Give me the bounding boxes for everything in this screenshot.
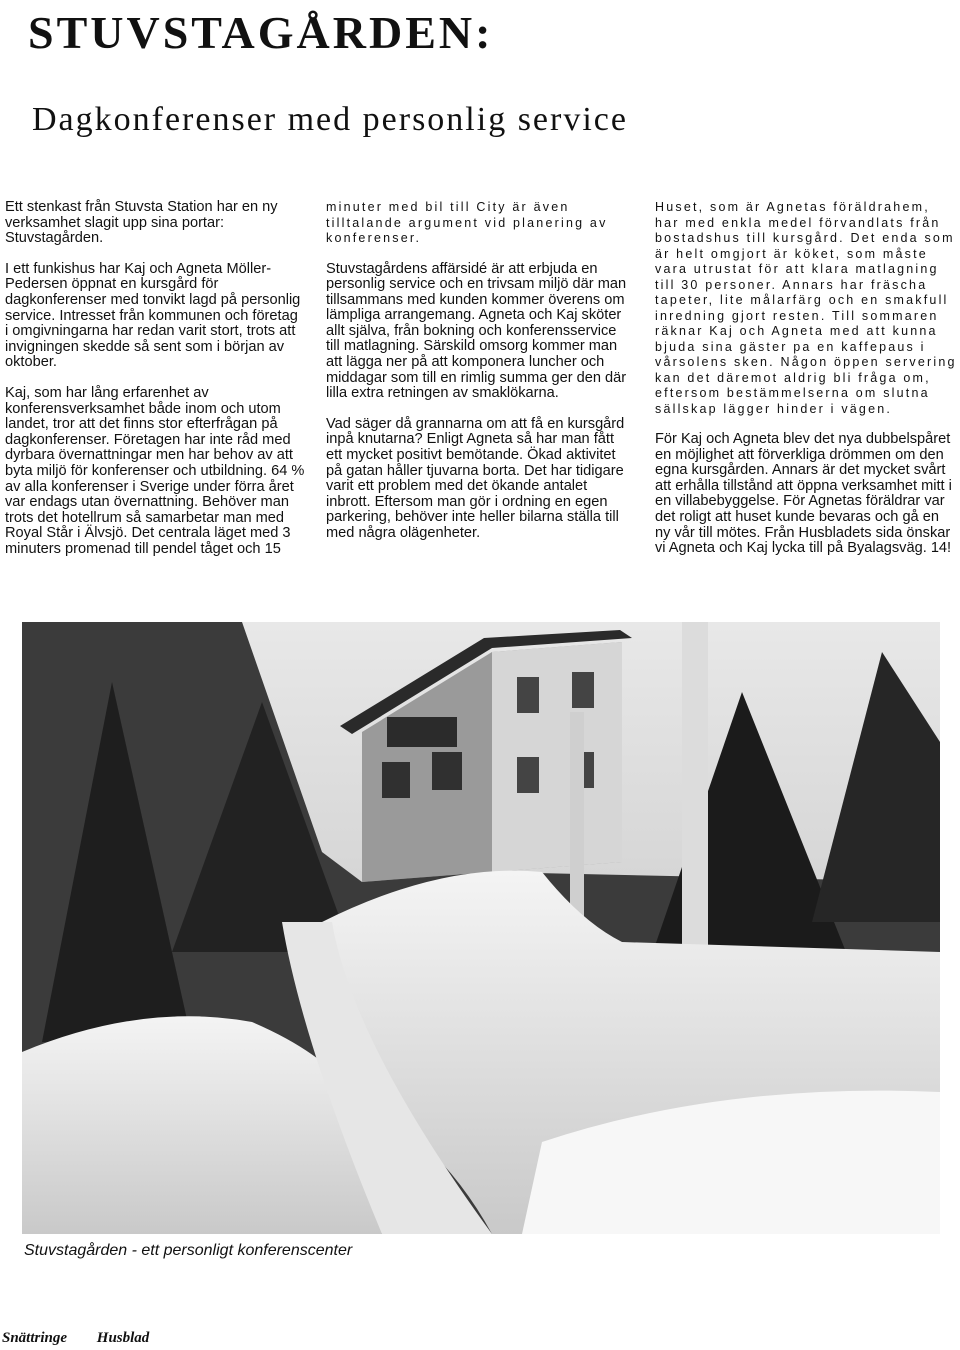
house-photo <box>22 622 940 1234</box>
paragraph: Ett stenkast från Stuvsta Station har en ny verksamhet slagit upp sina portar: Stuvstagården. <box>5 199 278 247</box>
article-column-3 <box>655 200 957 572</box>
paragraph: minuter med bil till City är även tilltalande argument vid planering av konferenser. <box>326 200 608 245</box>
page-subtitle: Dagkonferenser med personlig service <box>32 101 628 138</box>
paragraph: Huset, som är Agnetas föräldrahem, har med enkla medel förvandlats från bostadshus till kursgård. Det enda som är helt omgjort är köket, som måste vara utrustat för att klara matlagning till 30 personer. Annars har fräscha tapeter, lite målarfärg och en smakfull inredning gjort resten. Till sommaren räknar Kaj och Agneta med att kunna bjuda sina gäster pa en kaffepaus i vårsolens sken. Någon öppen servering kan det däremot aldrig bli fråga om, eftersom bestämmelserna om slutna sällskap lägger hinder i vägen. <box>655 200 957 416</box>
paragraph: Kaj, som har lång erfarenhet av konferensverksamhet både inom och utom landet, tror att det finns stor efterfrågan på dagkonferenser. Företagen har inte råd med dyrbara övernattningar men har behov av att byta miljö för konferenser och utbildning. 64 % av alla konferenser i Sverige under förra året var endags utan övernattning. Behöver man trots det hotellrum så samarbetar man med Royal Står i Älvsjö. Det centrala läget med 3 minuters promenad till pendel tåget och 15 <box>5 384 305 557</box>
birch-trunk <box>570 712 584 932</box>
page-footer <box>2 1330 175 1347</box>
paragraph: Stuvstagårdens affärsidé är att erbjuda en personlig service och en trivsam miljö där man tillsammans med kunden kommer överens om lämpliga arrangemang. Agneta och Kaj sköter allt själva, från bokning och konferensservice till matlagning. Särskild omsorg kommer man att lägga ner på att komponera luncher och middagar som till en rimlig summa ger den där lilla extra retningen av smaklökarna. <box>326 260 627 402</box>
paragraph: Vad säger då grannarna om att få en kursgård inpå knutarna? Enligt Agneta så har man fått ett mycket positivt bemötande. Ökad aktivitet på gatan håller tjuvarna borta. Det har tidigare varit ett problem med det ökande antalet inbrott. Eftersom man gör i ordning en egen parkering, behöver inte heller bilarna ställa till med några olägenheter. <box>326 415 625 541</box>
page-title: STUVSTAGÅRDEN: <box>28 7 494 58</box>
paragraph: För Kaj och Agneta blev det nya dubbelspåret en möjlighet att förverkliga drömmen om den egna kursgården. Annars är det mycket svårt att erhålla tillstånd att öppna verksamhet mitt i en villabebyggelse. För Agnetas föräldrar var det roligt att huset kunde bevaras och gå en ny vår till mötes. Från Husbladets sida önskar vi Agneta och Kaj lycka till på Byalagsväg. 14! <box>655 431 952 557</box>
article-column-2 <box>326 200 630 557</box>
paragraph: I ett funkishus har Kaj och Agneta Möller-Pedersen öppnat en kursgård för dagkonferenser med tonvikt lagd på personlig service. Intresset från kommunen och företag i omgivningarna har redan varit stort, trots att invigningen skedde så sent som i början av oktober. <box>5 260 301 371</box>
article-column-1 <box>5 200 305 572</box>
photo-caption: Stuvstagården - ett personligt konferenscenter <box>24 1242 353 1259</box>
footer-publication: Snättringe <box>2 1330 68 1346</box>
footer-section: Husblad <box>96 1330 150 1346</box>
